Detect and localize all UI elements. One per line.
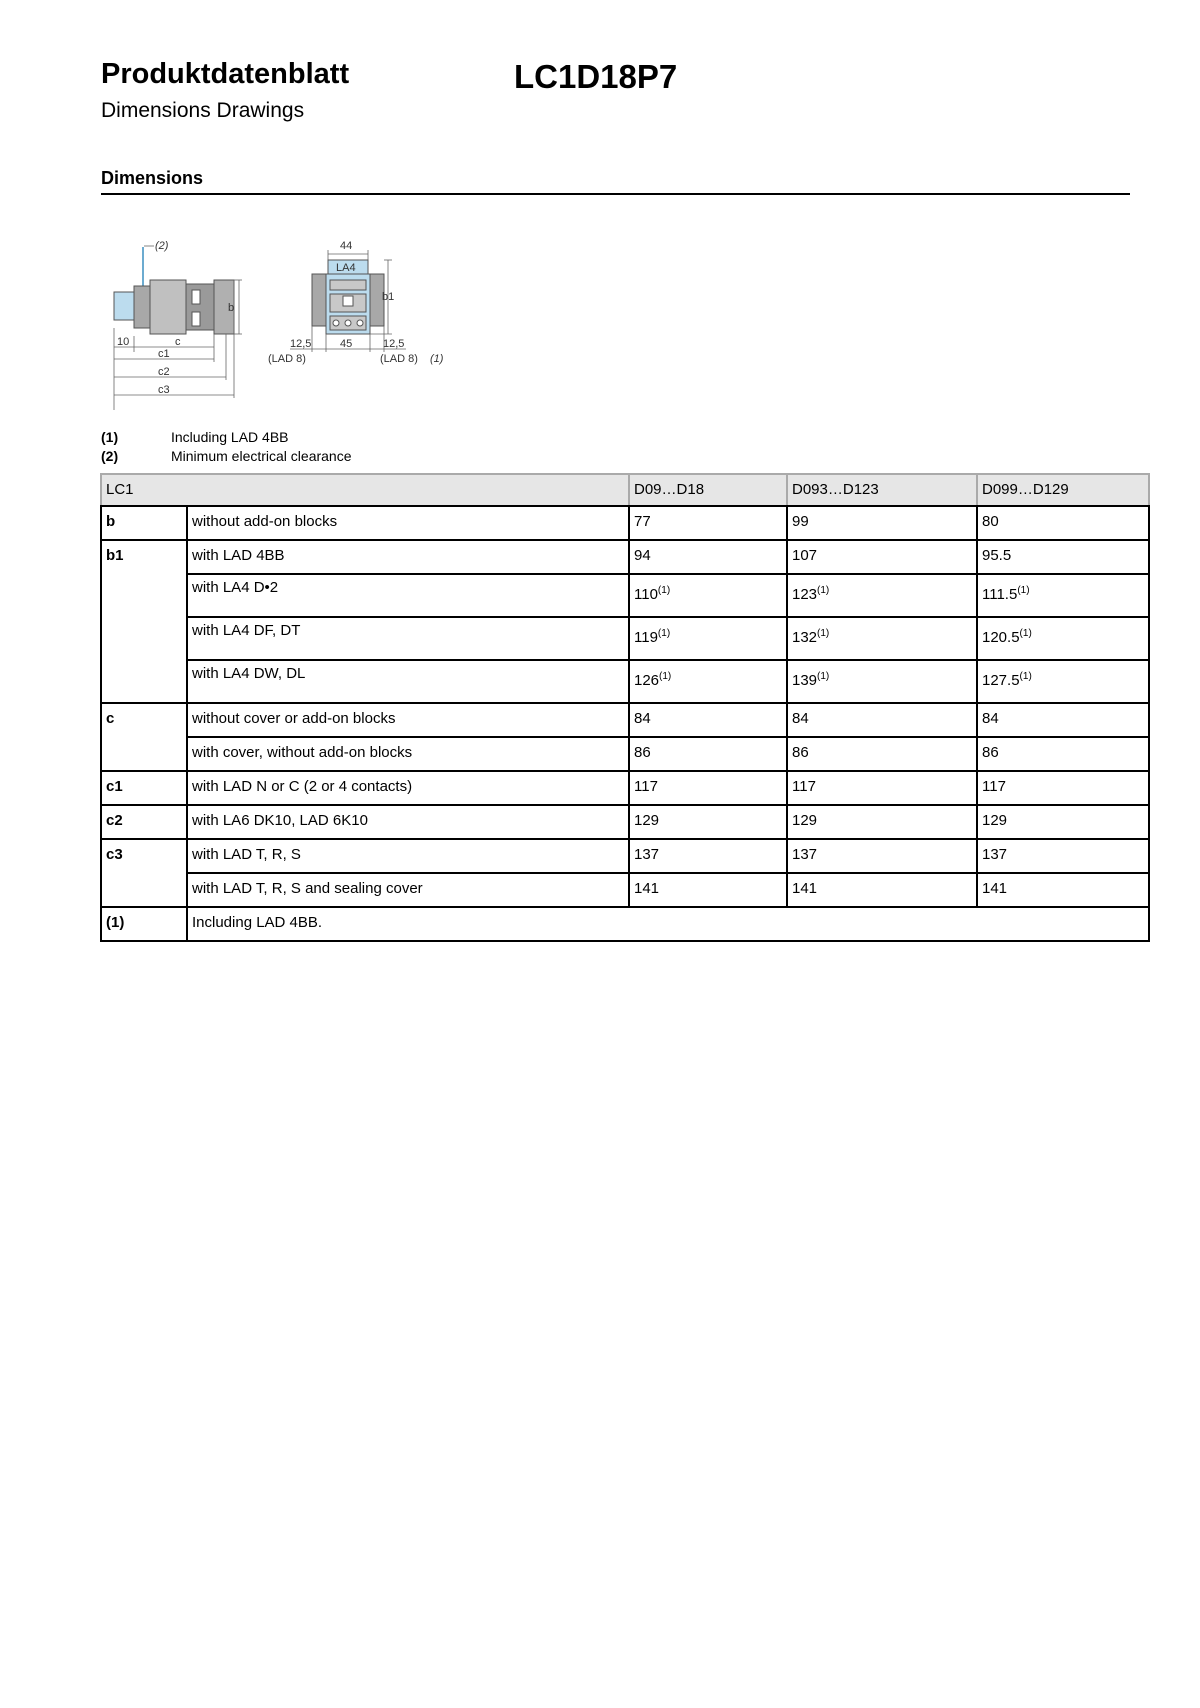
table-header-row: [101, 474, 1149, 506]
dimensions-table: [100, 473, 1150, 942]
row-value: 86: [787, 737, 977, 771]
ref-1-label: (1): [430, 353, 444, 365]
dim-b1-label: b1: [382, 291, 395, 303]
note-item: [101, 447, 352, 466]
row-desc: with LAD T, R, S and sealing cover: [187, 873, 629, 907]
note-item: [101, 428, 352, 447]
row-key: b: [101, 506, 187, 540]
row-value: 126$^{(1)}$: [629, 660, 787, 703]
note-ref: (2): [101, 448, 119, 464]
row-desc: without add-on blocks: [187, 506, 629, 540]
clearance-ref-label: (2): [155, 240, 169, 252]
row-desc: with LAD N or C (2 or 4 contacts): [187, 771, 629, 805]
dim-45-label: 45: [340, 338, 353, 350]
note-text: Minimum electrical clearance: [171, 448, 352, 464]
front-view-drawing: [268, 240, 444, 365]
row-key-empty: [101, 737, 187, 771]
row-value: 107: [787, 540, 977, 574]
row-value: 120.5$^{(1)}$: [977, 617, 1149, 660]
row-key: c2: [101, 805, 187, 839]
header-lc1: LC1: [101, 474, 629, 506]
table-row: [101, 540, 1149, 574]
row-value: 137: [629, 839, 787, 873]
dim-12-5-left-label: 12,5: [290, 338, 312, 350]
row-value: 80: [977, 506, 1149, 540]
table-row: [101, 617, 1149, 660]
row-value: 137: [787, 839, 977, 873]
row-value: 84: [977, 703, 1149, 737]
row-desc: without cover or add-on blocks: [187, 703, 629, 737]
table-row: [101, 703, 1149, 737]
header-col3: D099…D129: [977, 474, 1149, 506]
row-value: 119$^{(1)}$: [629, 617, 787, 660]
dim-c2-label: c2: [158, 366, 170, 378]
table-row: [101, 574, 1149, 617]
table-row: [101, 805, 1149, 839]
row-desc: with LA6 DK10, LAD 6K10: [187, 805, 629, 839]
row-value: 129: [629, 805, 787, 839]
row-value: 84: [787, 703, 977, 737]
dim-c3-label: c3: [158, 384, 170, 396]
lad8-right-label: (LAD 8): [380, 353, 418, 365]
row-key: c3: [101, 839, 187, 873]
dim-12-5-right-label: 12,5: [383, 338, 405, 350]
table-row: [101, 873, 1149, 907]
la4-label: LA4: [336, 262, 356, 274]
lad8-left-label: (LAD 8): [268, 353, 306, 365]
page-subtitle: Dimensions Drawings: [101, 99, 305, 122]
table-footnote-row: [101, 907, 1149, 941]
note-ref: (1): [101, 429, 119, 445]
row-key: b1: [101, 540, 187, 574]
row-value: 127.5$^{(1)}$: [977, 660, 1149, 703]
row-desc: with LAD T, R, S: [187, 839, 629, 873]
header-col1: D09…D18: [629, 474, 787, 506]
row-value: 86: [629, 737, 787, 771]
row-value: 129: [977, 805, 1149, 839]
page-title: Produktdatenblatt: [101, 58, 350, 90]
row-value: 110$^{(1)}$: [629, 574, 787, 617]
row-value: 117: [629, 771, 787, 805]
row-key-empty: [101, 617, 187, 660]
row-value: 95.5: [977, 540, 1149, 574]
table-row: [101, 506, 1149, 540]
header-col2: D093…D123: [787, 474, 977, 506]
row-value: 84: [629, 703, 787, 737]
row-value: 141: [787, 873, 977, 907]
table-row: [101, 771, 1149, 805]
row-desc: with LA4 DF, DT: [187, 617, 629, 660]
row-key-empty: [101, 660, 187, 703]
row-value: 137: [977, 839, 1149, 873]
section-heading: Dimensions: [101, 168, 204, 188]
dim-10-label: 10: [117, 336, 130, 348]
dim-c1-label: c1: [158, 348, 170, 360]
row-value: 129: [787, 805, 977, 839]
row-value: 77: [629, 506, 787, 540]
footnote-text: Including LAD 4BB.: [187, 907, 1149, 941]
row-value: 123$^{(1)}$: [787, 574, 977, 617]
row-value: 141: [629, 873, 787, 907]
dim-c-label: c: [175, 336, 181, 348]
dimension-drawing: [100, 232, 460, 422]
table-row: [101, 737, 1149, 771]
footnote-key: (1): [101, 907, 187, 941]
section-divider: [101, 193, 1130, 195]
row-key-empty: [101, 873, 187, 907]
table-row: [101, 660, 1149, 703]
row-key-empty: [101, 574, 187, 617]
row-value: 117: [977, 771, 1149, 805]
row-value: 94: [629, 540, 787, 574]
row-key: c: [101, 703, 187, 737]
row-value: 132$^{(1)}$: [787, 617, 977, 660]
product-code: LC1D18P7: [514, 58, 678, 95]
row-value: 139$^{(1)}$: [787, 660, 977, 703]
row-value: 117: [787, 771, 977, 805]
row-value: 141: [977, 873, 1149, 907]
note-text: Including LAD 4BB: [171, 429, 289, 445]
row-desc: with cover, without add-on blocks: [187, 737, 629, 771]
drawing-notes: [101, 428, 352, 466]
dim-b-label: b: [228, 302, 235, 314]
row-value: 86: [977, 737, 1149, 771]
row-key: c1: [101, 771, 187, 805]
row-value: 111.5$^{(1)}$: [977, 574, 1149, 617]
dim-44-label: 44: [340, 240, 353, 252]
row-value: 99: [787, 506, 977, 540]
table-row: [101, 839, 1149, 873]
row-desc: with LA4 DW, DL: [187, 660, 629, 703]
side-view-drawing: [114, 240, 242, 410]
row-desc: with LAD 4BB: [187, 540, 629, 574]
row-desc: with LA4 D•2: [187, 574, 629, 617]
